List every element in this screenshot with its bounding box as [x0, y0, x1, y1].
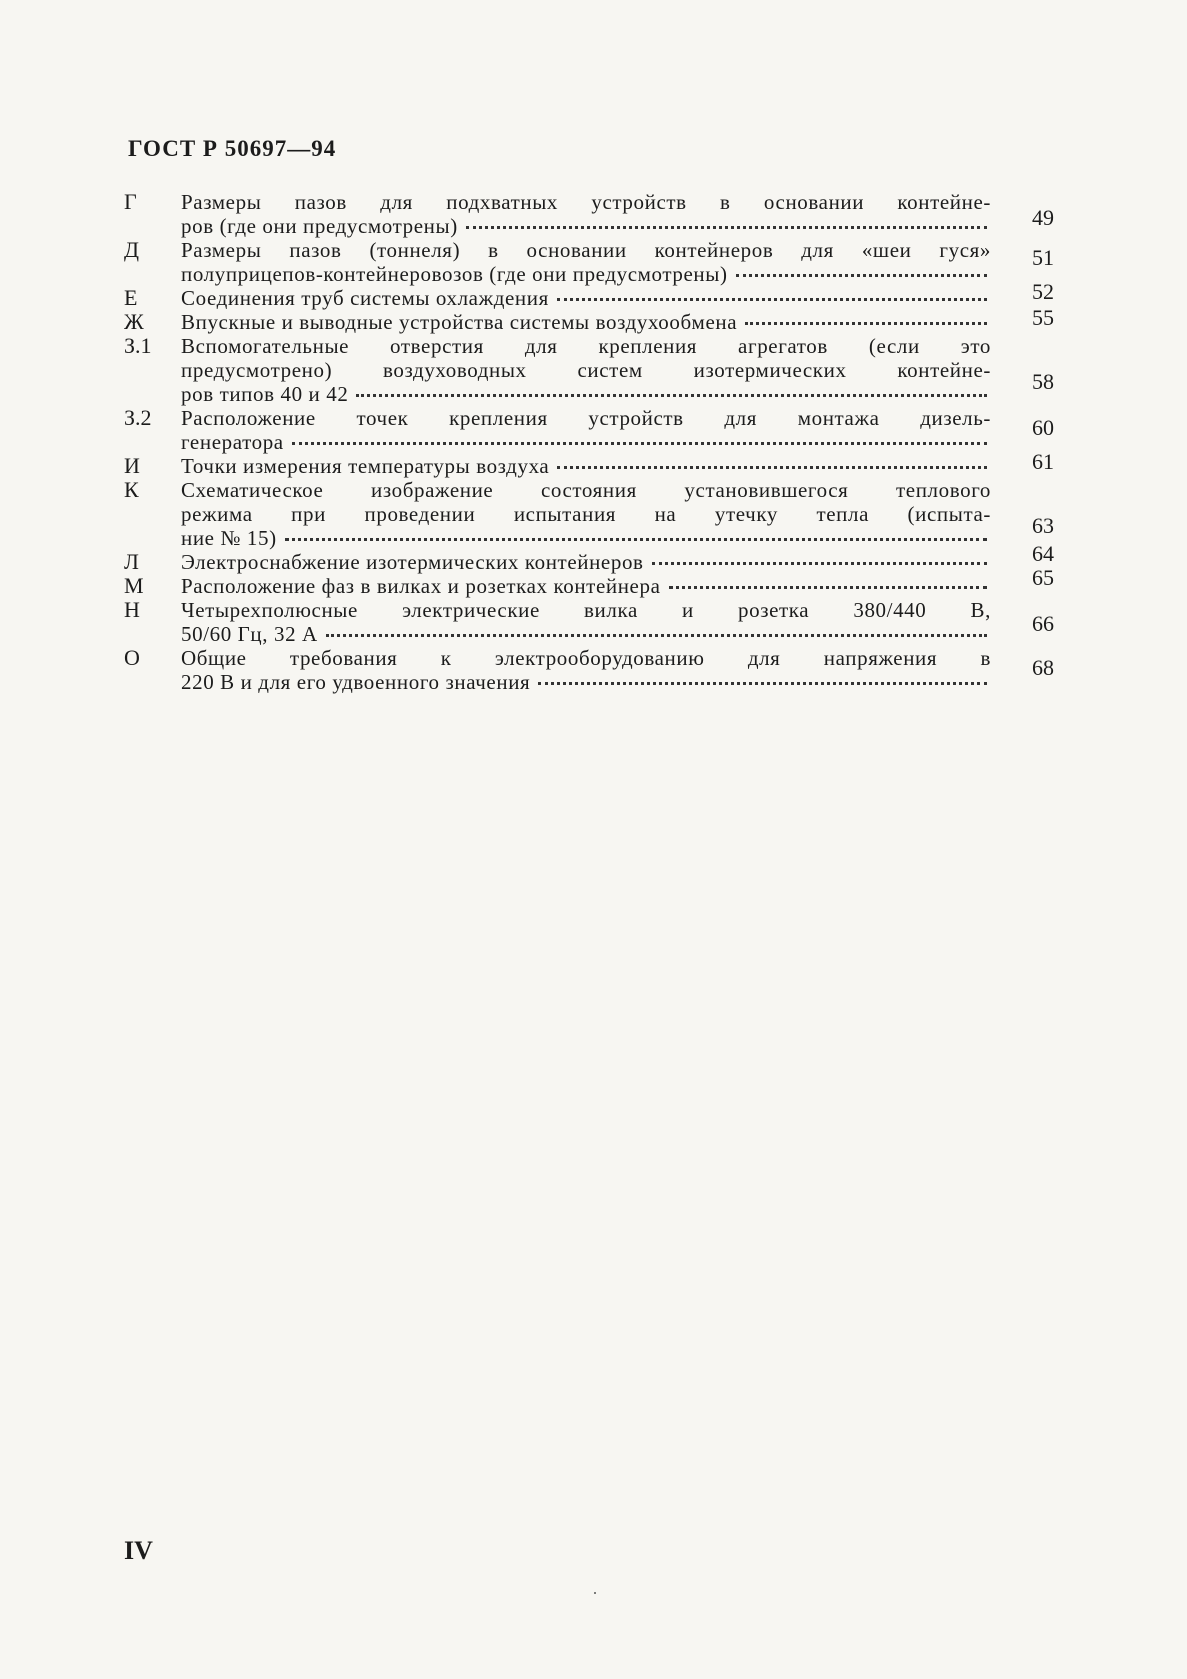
entry-title — [181, 646, 991, 694]
entry-line: Точки измерения температуры воздуха — [181, 454, 991, 478]
entry-title — [181, 598, 991, 646]
entry-title — [181, 478, 991, 550]
page-number: 66 — [1032, 611, 1054, 636]
entry-line: 50/60 Гц, 32 А — [181, 622, 991, 646]
appendix-letter: Н — [124, 597, 140, 622]
appendix-letter: Д — [124, 237, 140, 262]
page-number: 63 — [1032, 513, 1054, 538]
toc-entry — [124, 238, 1054, 286]
appendix-letter: З.1 — [124, 333, 152, 358]
page-number: 52 — [1032, 279, 1054, 304]
page-number: 60 — [1032, 415, 1054, 440]
appendix-letter: И — [124, 453, 140, 478]
toc-entry — [124, 646, 1054, 694]
entry-line: предусмотрено) воздуховодных систем изотермических контейне- — [181, 358, 991, 382]
entry-line: Впускные и выводные устройства системы воздухообмена — [181, 310, 991, 334]
page-number: 49 — [1032, 205, 1054, 230]
entry-line: 220 В и для его удвоенного значения — [181, 670, 991, 694]
entry-line: режима при проведении испытания на утечку тепла (испыта- — [181, 502, 991, 526]
entry-line: Соединения труб системы охлаждения — [181, 286, 991, 310]
appendix-letter: З.2 — [124, 405, 152, 430]
footer-page-number: IV — [124, 1536, 153, 1565]
toc-entry — [124, 305, 1054, 334]
toc-entry — [124, 541, 1054, 574]
appendix-letter: Л — [124, 549, 139, 574]
page-number: 58 — [1032, 369, 1054, 394]
entry-line: ров типов 40 и 42 — [181, 382, 991, 406]
entry-title — [181, 190, 991, 238]
entry-line: Вспомогательные отверстия для крепления агрегатов (если это — [181, 334, 991, 358]
toc-entry — [124, 565, 1054, 598]
table-of-contents — [124, 190, 1054, 694]
entry-title — [181, 454, 991, 478]
entry-line: Расположение точек крепления устройств для монтажа дизель- — [181, 406, 991, 430]
toc-entry — [124, 279, 1054, 310]
appendix-letter: М — [124, 573, 144, 598]
entry-line: генератора — [181, 430, 991, 454]
appendix-letter: Г — [124, 189, 137, 214]
toc-entry — [124, 334, 1054, 406]
page-number: 51 — [1032, 245, 1054, 270]
toc-entry — [124, 598, 1054, 646]
document-header: ГОСТ Р 50697—94 — [128, 136, 337, 161]
entry-line: Размеры пазов (тоннеля) в основании контейнеров для «шеи гуся» — [181, 238, 991, 262]
entry-title — [181, 286, 991, 310]
toc-entry — [124, 190, 1054, 238]
page-number: 61 — [1032, 449, 1054, 474]
entry-title — [181, 334, 991, 406]
toc-entry — [124, 449, 1054, 478]
entry-line: Четырехполюсные электрические вилка и розетка 380/440 В, — [181, 598, 991, 622]
page-number: 64 — [1032, 541, 1054, 566]
entry-line: Электроснабжение изотермических контейнеров — [181, 550, 991, 574]
appendix-letter: О — [124, 645, 140, 670]
appendix-letter: Ж — [124, 309, 144, 334]
appendix-letter: К — [124, 477, 139, 502]
entry-line: ров (где они предусмотрены) — [181, 214, 991, 238]
entry-line: Расположение фаз в вилках и розетках контейнера — [181, 574, 991, 598]
entry-title — [181, 406, 991, 454]
entry-title — [181, 310, 991, 334]
page-number: 68 — [1032, 655, 1054, 680]
entry-title — [181, 238, 991, 286]
entry-line: Общие требования к электрооборудованию для напряжения в — [181, 646, 991, 670]
scan-speck — [594, 1592, 596, 1594]
appendix-letter: Е — [124, 285, 138, 310]
entry-line: Размеры пазов для подхватных устройств в основании контейне- — [181, 190, 991, 214]
entry-title — [181, 574, 991, 598]
toc-entry — [124, 478, 1054, 550]
toc-entry — [124, 406, 1054, 454]
entry-title — [181, 550, 991, 574]
entry-line: полуприцепов-контейнеровозов (где они предусмотрены) — [181, 262, 991, 286]
page-number: 55 — [1032, 305, 1054, 330]
entry-line: Схематическое изображение состояния установившегося теплового — [181, 478, 991, 502]
page-number: 65 — [1032, 565, 1054, 590]
entry-line: ние № 15) — [181, 526, 991, 550]
